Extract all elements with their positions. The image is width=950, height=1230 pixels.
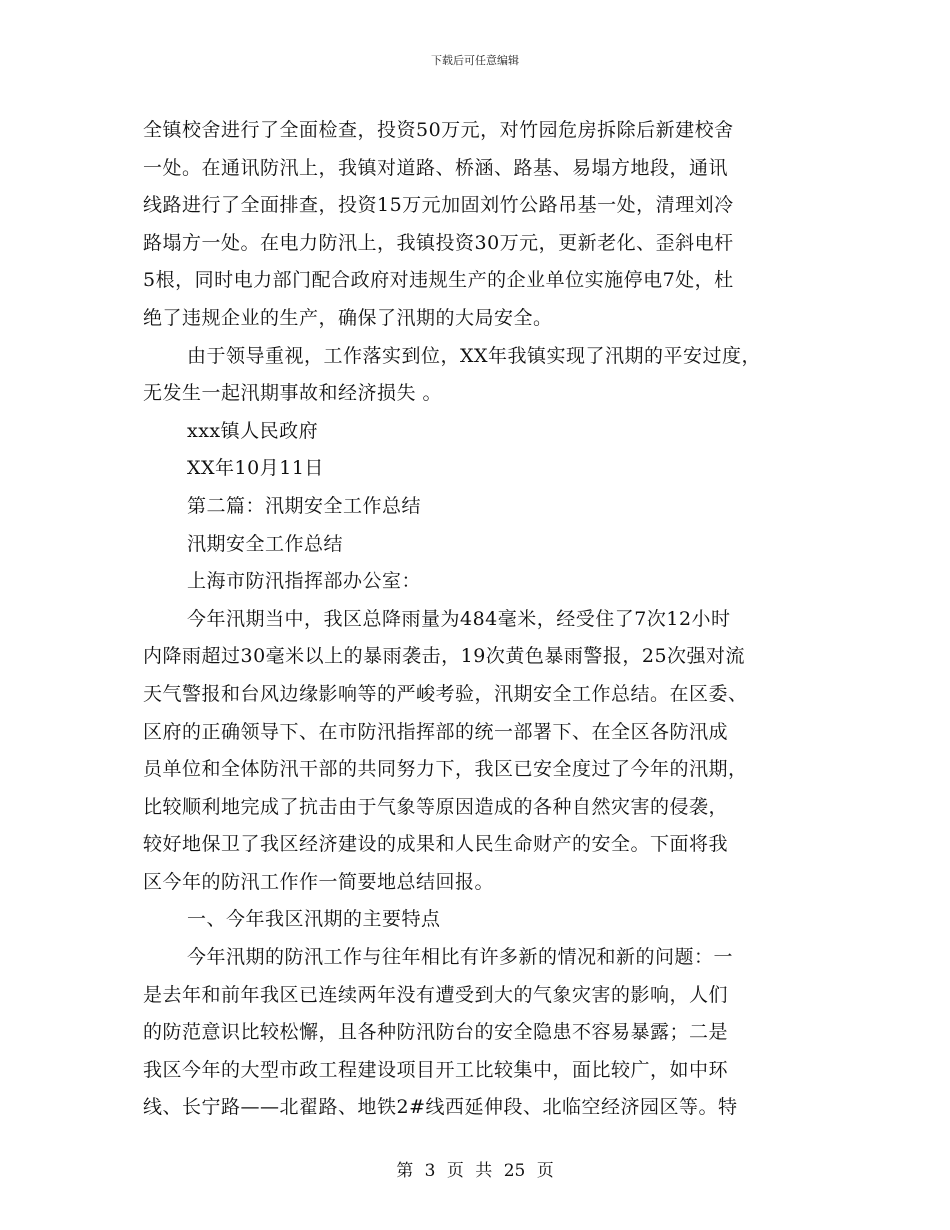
text-line: 今年汛期的防汛工作与往年相比有许多新的情况和新的问题：一 <box>187 946 734 969</box>
text-line: 5根，同时电力部门配合政府对违规生产的企业单位实施停电7处，杜 <box>143 269 734 292</box>
text-line: 线路进行了全面排查，投资15万元加固刘竹公路吊基一处，清理刘冷 <box>143 194 734 217</box>
text-line: XX年10月11日 <box>187 457 324 480</box>
text-line: 上海市防汛指挥部办公室： <box>187 570 422 593</box>
text-line: 全镇校舍进行了全面检查，投资50万元，对竹园危房拆除后新建校舍 <box>143 119 734 141</box>
text-line: 今年汛期当中，我区总降雨量为484毫米，经受住了7次12小时 <box>187 607 731 630</box>
text-line: 第二篇：汛期安全工作总结 <box>187 494 422 517</box>
text-line: 汛期安全工作总结 <box>187 532 344 555</box>
page-header: 下载后可任意编辑 <box>431 54 519 67</box>
text-line: 一、今年我区汛期的主要特点 <box>187 908 441 931</box>
text-line: 区府的正确领导下、在市防汛指挥部的统一部署下、在全区各防汛成 <box>143 720 729 743</box>
text-line: 线、长宁路——北翟路、地铁2#线西延伸段、北临空经济园区等。特 <box>143 1096 738 1119</box>
text-line: 路塌方一处。在电力防汛上，我镇投资30万元，更新老化、歪斜电杆 <box>143 231 734 254</box>
text-line: 绝了违规企业的生产，确保了汛期的大局安全。 <box>143 306 553 329</box>
text-line: 员单位和全体防汛干部的共同努力下，我区已安全度过了今年的汛期， <box>143 758 748 781</box>
text-line: 我区今年的大型市政工程建设项目开工比较集中，面比较广，如中环 <box>143 1058 729 1081</box>
document-body <box>143 112 823 1127</box>
text-line: 是去年和前年我区已连续两年没有遭受到大的气象灾害的影响，人们 <box>143 983 729 1006</box>
text-line: 较好地保卫了我区经济建设的成果和人民生命财产的安全。下面将我 <box>143 833 729 856</box>
text-line: 内降雨超过30毫米以上的暴雨袭击，19次黄色暴雨警报，25次强对流 <box>143 645 746 668</box>
page-number-footer: 第 3 页 共 25 页 <box>396 1161 554 1181</box>
text-line: 一处。在通讯防汛上，我镇对道路、桥涵、路基、易塌方地段，通讯 <box>143 156 729 179</box>
text-line: 比较顺利地完成了抗击由于气象等原因造成的各种自然灾害的侵袭， <box>143 795 729 818</box>
text-line: 天气警报和台风边缘影响等的严峻考验，汛期安全工作总结。在区委、 <box>143 682 748 705</box>
text-line: xxx镇人民政府 <box>187 419 319 442</box>
text-line: 区今年的防汛工作作一简要地总结回报。 <box>143 870 495 893</box>
text-line: 的防范意识比较松懈，且各种防汛防台的安全隐患不容易暴露；二是 <box>143 1021 729 1044</box>
text-line: 无发生一起汛期事故和经济损失 。 <box>143 382 443 405</box>
text-line: 由于领导重视，工作落实到位，XX年我镇实现了汛期的平安过度， <box>187 344 762 367</box>
